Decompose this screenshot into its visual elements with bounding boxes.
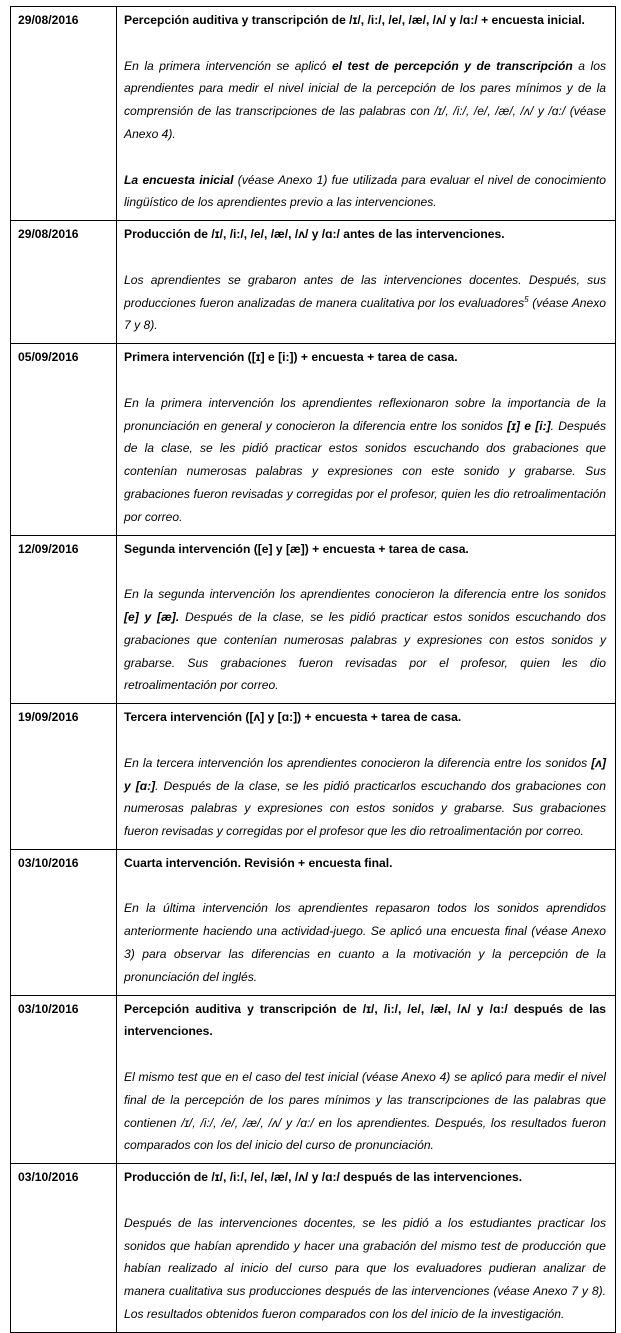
paragraph-text: En la tercera intervención los aprendientes conocieron la diferencia entre los sonidos: [124, 755, 592, 770]
session-title: Cuarta intervención. Revisión + encuesta final.: [124, 855, 393, 870]
emphasis-text: [e] y [æ].: [124, 609, 180, 624]
paragraph-text: . Después de la clase, se les pidió practicarlos escuchando dos grabaciones con numerosas palabras y expresiones con estos sonidos y grabarse. Sus grabaciones fueron revisadas y corregidas por el profesor que les dio retroalimentación por correo.: [124, 778, 606, 839]
emphasis-text: La encuesta inicial: [124, 172, 234, 187]
emphasis-text: [ɪ] e [i:]: [507, 418, 551, 433]
paragraph-text: Después de la clase, se les pidió practicar estos sonidos escuchando dos grabaciones que contenían numerosas palabras y expresiones con estos sonidos y grabarse. Sus grabaciones fueron revisadas por el profesor, quien les dio retroalimentación por correo.: [124, 609, 606, 693]
session-description: [117, 704, 616, 850]
paragraph-text: El mismo test que en el caso del test inicial (véase Anexo 4) se aplicó para medir el nivel final de la percepción de los pares mínimos y las transcripciones de las palabras que contienen /ɪ/, /i:/, /e/, /æ/, /ʌ/ y /ɑ:/ en los aprendientes. Después, los resultados fueron comparados con los del inicio del curso de pronunciación.: [124, 1070, 606, 1153]
session-title: Tercera intervención ([ʌ] y [ɑ:]) + encuesta + tarea de casa.: [124, 710, 462, 725]
paragraph-text: a los aprendientes para medir el nivel inicial de la percepción de los pares mínimos y de la comprensión de las transcripciones de las palabras con /ɪ/, /i:/, /e/, /æ/, /ʌ/ y /ɑ:/ (véase Anexo 4).: [124, 58, 606, 141]
paragraph-text: Después de las intervenciones docentes, se les pidió a los estudiantes practicar los sonidos que habían aprendido y hacer una grabación del mismo test de producción que habían realizado al inicio del curso para que los evaluadores pudieran analizar de manera cualitativa sus producciones después de las intervenciones (véase Anexo 7 y 8). Los resultados obtenidos fueron comparados con los del inicio de la investigación.: [124, 1215, 606, 1322]
schedule-row: [11, 1164, 616, 1333]
session-title: Percepción auditiva y transcripción de /ɪ/, /i:/, /e/, /æ/, /ʌ/ y /ɑ:/ después de las intervenciones.: [124, 1001, 606, 1039]
emphasis-text: el test de percepción y de transcripción: [331, 58, 573, 73]
session-date: 29/08/2016: [11, 221, 117, 344]
schedule-row: [11, 221, 616, 344]
paragraph-text: En la primera intervención los aprendientes reflexionaron sobre la importancia de la pronunciación en general y conocieron la diferencia entre los sonidos: [124, 395, 606, 433]
schedule-row: [11, 995, 616, 1164]
schedule-table-body: [11, 7, 616, 1333]
session-date: 05/09/2016: [11, 344, 117, 535]
session-body: [124, 1066, 606, 1157]
session-date: 03/10/2016: [11, 1164, 117, 1333]
paragraph-text: En la última intervención los aprendientes repasaron todos los sonidos aprendidos anteriormente haciendo una actividad-juego. Se aplicó una encuesta final (véase Anexo 3) para observar las diferencias en cuanto a la motivación y la percepción de la pronunciación del inglés.: [124, 901, 606, 984]
session-paragraph: [124, 269, 606, 337]
session-date: 29/08/2016: [11, 7, 117, 221]
schedule-row: [11, 7, 616, 221]
session-description: [117, 849, 616, 995]
schedule-row: [11, 535, 616, 704]
paragraph-text: . Después de la clase, se les pidió practicar estos sonidos escuchando dos grabaciones que contenían numerosas palabras y expresiones con este sonido y grabarse. Sus grabaciones fueron revisadas y corregidas por el profesor, quien les dio retroalimentación por correo.: [124, 418, 606, 524]
session-date: 19/09/2016: [11, 704, 117, 850]
session-title: Primera intervención ([ɪ] e [i:]) + encuesta + tarea de casa.: [124, 350, 458, 365]
session-body: [124, 269, 606, 337]
session-title: Producción de /ɪ/, /i:/, /e/, /æ/, /ʌ/ y /ɑ:/ antes de las intervenciones.: [124, 227, 505, 242]
session-body: [124, 583, 606, 697]
session-date: 03/10/2016: [11, 995, 117, 1164]
paragraph-text: Los aprendientes se grabaron antes de las intervenciones docentes. Después, sus producciones fueron analizadas de manera cualitativa por los evaluadores: [124, 272, 606, 310]
schedule-row: [11, 849, 616, 995]
paragraph-text: (véase Anexo 7 y 8).: [124, 295, 606, 333]
session-description: [117, 344, 616, 535]
session-title: Percepción auditiva y transcripción de /ɪ/, /i:/, /e/, /æ/, /ʌ/ y /ɑ:/ + encuesta inicial.: [124, 13, 585, 27]
session-paragraph: [124, 392, 606, 529]
paragraph-text: (véase Anexo 1) fue utilizada para evaluar el nivel de conocimiento lingüístico de los aprendientes previo a las intervenciones.: [124, 172, 607, 210]
emphasis-text: [ʌ] y [ɑ:]: [124, 755, 606, 793]
session-paragraph: [124, 752, 606, 843]
footnote-mark: 5: [524, 294, 529, 304]
session-body: [124, 392, 606, 529]
session-body: [124, 752, 606, 843]
session-paragraph: [124, 1212, 606, 1326]
session-description: [117, 535, 616, 704]
session-paragraph: [124, 583, 606, 697]
session-body: [124, 55, 606, 215]
session-description: [117, 995, 616, 1164]
paragraph-text: En la segunda intervención los aprendientes conocieron la diferencia entre los sonidos: [124, 587, 606, 602]
schedule-row: [11, 704, 616, 850]
session-description: [117, 221, 616, 344]
session-description: [117, 7, 616, 221]
session-body: [124, 897, 606, 988]
session-paragraph: [124, 897, 606, 988]
session-paragraph: [124, 169, 606, 215]
paragraph-text: En la primera intervención se aplicó: [124, 58, 332, 73]
session-date: 12/09/2016: [11, 535, 117, 704]
session-paragraph: [124, 1066, 606, 1157]
session-body: [124, 1212, 606, 1326]
intervention-schedule-table: [10, 6, 616, 1333]
session-paragraph: [124, 55, 606, 146]
session-date: 03/10/2016: [11, 849, 117, 995]
session-description: [117, 1164, 616, 1333]
session-title: Segunda intervención ([e] y [æ]) + encuesta + tarea de casa.: [124, 541, 469, 556]
session-title: Producción de /ɪ/, /i:/, /e/, /æ/, /ʌ/ y /ɑ:/ después de las intervenciones.: [124, 1170, 523, 1185]
schedule-row: [11, 344, 616, 535]
